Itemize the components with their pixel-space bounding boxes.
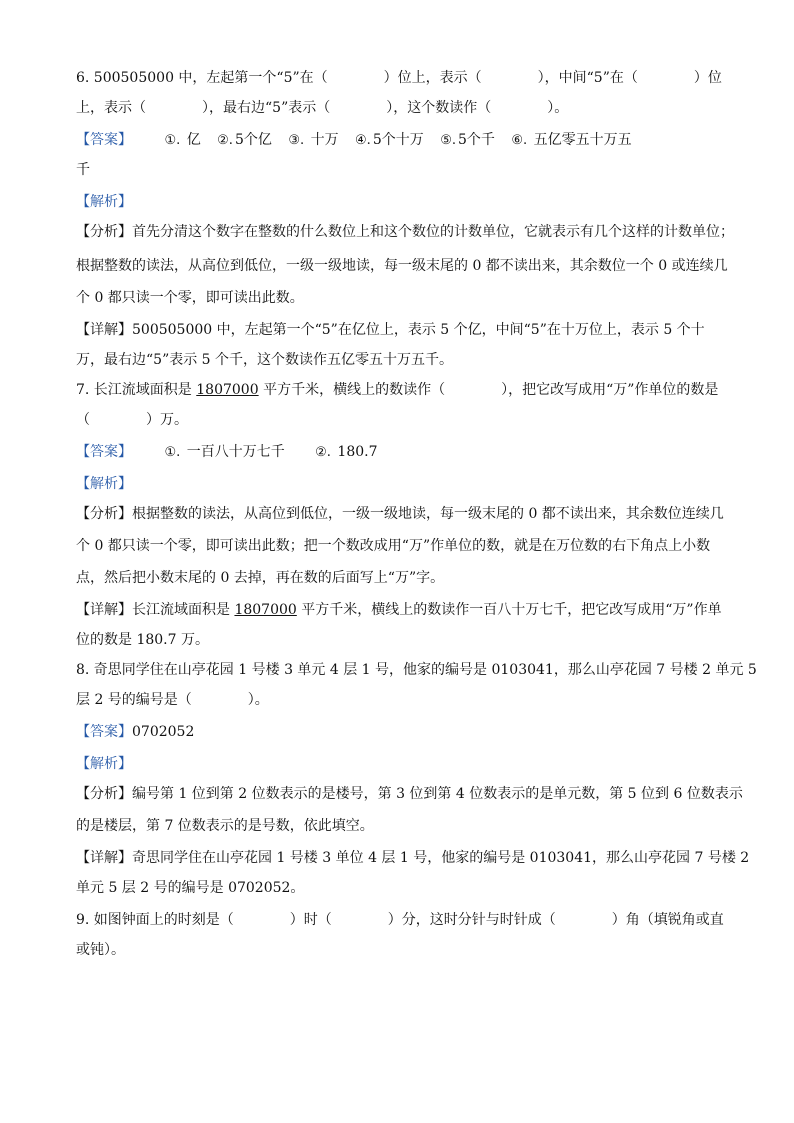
q7-answer-row [76,442,736,463]
q6-xiangjie-2: 万，最右边“5”表示 5 个千，这个数读作五亿零五十万五千。 [76,352,454,368]
underlined-number: 1807000 [196,382,259,398]
q7-jiexi [76,474,736,494]
answer-tag: 【答案】 [76,132,132,148]
q6-fenxi-3: 个 0 都只读一个零，即可读出此数。 [76,290,304,306]
analysis-tag: 【解析】 [76,194,132,210]
q6-fenxi-2: 根据整数的读法，从高位到低位，一级一级地读，每一级末尾的 0 都不读出来，其余数位一个 0 或连续几 [76,258,728,274]
q9-line-1: 9. 如图钟面上的时刻是（ ）时（ ）分，这时分针与时针成（ ）角（填锐角或直 [76,912,724,928]
q6-line-1: 6. 500505000 中，左起第一个“5”在（ ）位上，表示（ ），中间“5”在（ ）位 [76,70,722,86]
answer-item: ①. 亿 [164,132,201,148]
q8-xiangjie-1: 【详解】奇思同学住在山亭花园 1 号楼 3 单位 4 层 1 号，他家的编号是 0103041，那么山亭花园 7 号楼 2 [76,850,750,866]
q8-jiexi [76,754,736,774]
answer-item: ①. 一百八十万七千 [164,444,285,460]
underlined-number: 1807000 [234,602,297,618]
q7-xiangjie-1: 【详解】长江流域面积是 1807000 平方千米，横线上的数读作一百八十万七千，把它改写成用“万”作单 [76,602,722,618]
q9-line-2: 或钝）。 [76,942,125,958]
q6-answer-row [76,130,736,151]
fenxi-tag: 【分析】 [76,786,132,802]
q7-line-2: （ ）万。 [76,412,188,428]
answer-item: ④. 5个十万 [355,132,424,148]
q8-xiangjie-2: 单元 5 层 2 号的编号是 0702052。 [76,880,305,896]
q6-jiexi [76,192,736,212]
q6-line-2: 上，表示（ ），最右边“5”表示（ ），这个数读作（ ）。 [76,100,569,116]
q6-answer-wrap: 千 [76,162,90,178]
answer-item: ②. 5个亿 [217,132,272,148]
analysis-tag: 【解析】 [76,476,132,492]
fenxi-tag: 【分析】 [76,506,132,522]
q8-line-1: 8. 奇思同学住在山亭花园 1 号楼 3 单元 4 层 1 号，他家的编号是 0103041，那么山亭花园 7 号楼 2 单元 5 [76,662,757,678]
q7-xiangjie-2: 位的数是 180.7 万。 [76,632,209,648]
analysis-tag: 【解析】 [76,756,132,772]
answer-item: ②. 180.7 [315,444,378,460]
q7-line-1: 7. 长江流域面积是 1807000 平方千米，横线上的数读作（ ），把它改写成用“万”作单位的数是 [76,382,719,398]
answer-item: ③. 十万 [288,132,339,148]
q8-answer-row: 【答案】0702052 [76,724,195,740]
answer-tag: 【答案】 [76,444,132,460]
q6-fenxi-1: 【分析】首先分清这个数字在整数的什么数位上和这个数位的计数单位，它就表示有几个这样的计数单位； [76,224,734,240]
xiangjie-tag: 【详解】 [76,850,132,866]
q6-xiangjie-1: 【详解】500505000 中，左起第一个“5”在亿位上，表示 5 个亿，中间“5”在十万位上，表示 5 个十 [76,322,705,338]
fenxi-tag: 【分析】 [76,224,132,240]
xiangjie-tag: 【详解】 [76,322,132,338]
xiangjie-tag: 【详解】 [76,602,132,618]
q8-line-2: 层 2 号的编号是（ ）。 [76,692,269,708]
answer-item: ⑤. 5个千 [440,132,495,148]
q7-fenxi-3: 点，然后把小数末尾的 0 去掉，再在数的后面写上“万”字。 [76,570,445,586]
q8-fenxi-1: 【分析】编号第 1 位到第 2 位数表示的是楼号，第 3 位到第 4 位数表示的是单元数，第 5 位到 6 位数表示 [76,786,743,802]
q8-fenxi-2: 的是楼层，第 7 位数表示的是号数，依此填空。 [76,818,374,834]
q7-fenxi-2: 个 0 都只读一个零，即可读出此数；把一个数改成用“万”作单位的数，就是在万位数的右下角点上小数 [76,538,711,554]
answer-item: ⑥. 五亿零五十万五 [511,132,632,148]
q7-fenxi-1: 【分析】根据整数的读法，从高位到低位，一级一级地读，每一级末尾的 0 都不读出来，其余数位连续几 [76,506,724,522]
answer-tag: 【答案】 [76,724,132,740]
